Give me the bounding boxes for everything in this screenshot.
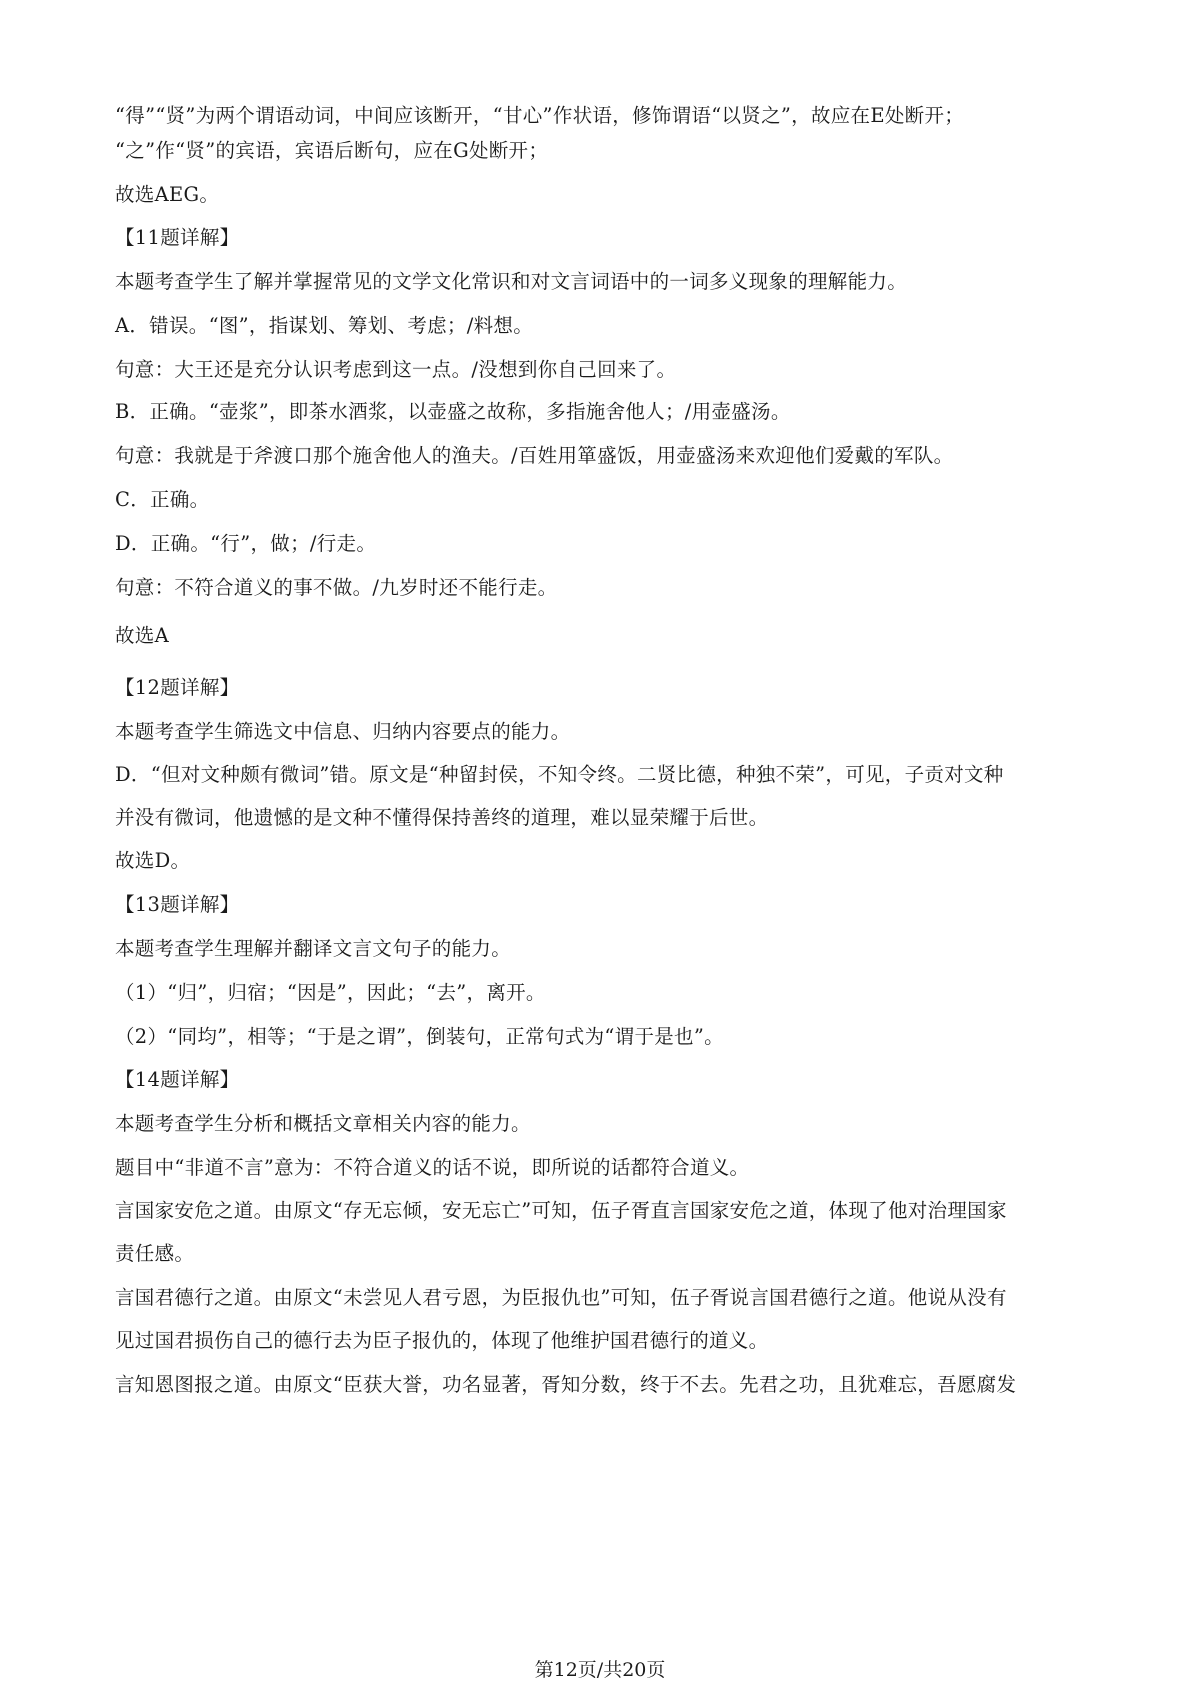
text-line: 故选AEG。 (115, 183, 220, 206)
text-line: 故选D。 (115, 849, 191, 872)
text-line: 言知恩图报之道。由原文“臣获大誉，功名显著，胥知分数，终于不去。先君之功，且犹难忘，吾愿腐发 (115, 1373, 1017, 1396)
text-line: 故选A (115, 624, 169, 647)
text-line: B．正确。“壶浆”，即茶水酒浆，以壶盛之故称，多指施舍他人；/用壶盛汤。 (115, 400, 791, 423)
text-line: 题目中“非道不言”意为：不符合道义的话不说，即所说的话都符合道义。 (115, 1156, 750, 1179)
text-line: 句意：大王还是充分认识考虑到这一点。/没想到你自己回来了。 (115, 358, 677, 381)
text-line: 言国家安危之道。由原文“存无忘倾，安无忘亡”可知，伍子胥直言国家安危之道，体现了他对治理国家 (115, 1199, 1007, 1222)
text-line: A．错误。“图”，指谋划、筹划、考虑；/料想。 (115, 314, 533, 337)
text-line: D．正确。“行”，做；/行走。 (115, 532, 377, 555)
text-line: 见过国君损伤自己的德行去为臣子报仇的，体现了他维护国君德行的道义。 (115, 1329, 769, 1352)
section-heading: 【12题详解】 (115, 676, 240, 699)
text-line: 本题考查学生了解并掌握常见的文学文化常识和对文言词语中的一词多义现象的理解能力。 (115, 270, 908, 293)
section-heading: 【11题详解】 (115, 226, 240, 249)
text-line: 并没有微词，他遗憾的是文种不懂得保持善终的道理，难以显荣耀于后世。 (115, 806, 769, 829)
page-number-footer: 第12页/共20页 (534, 1659, 666, 1681)
text-line: C．正确。 (115, 488, 210, 511)
section-heading: 【14题详解】 (115, 1068, 240, 1091)
text-line: “得”“贤”为两个谓语动词，中间应该断开，“甘心”作状语，修饰谓语“以贤之”，故应在E处断开； (115, 104, 965, 127)
text-line: 本题考查学生分析和概括文章相关内容的能力。 (115, 1112, 531, 1135)
text-line: 句意：我就是于斧渡口那个施舍他人的渔夫。/百姓用箪盛饭，用壶盛汤来欢迎他们爱戴的军队。 (115, 444, 954, 467)
section-heading: 【13题详解】 (115, 893, 240, 916)
text-line: （1）“归”，归宿；“因是”，因此；“去”，离开。 (115, 981, 546, 1004)
text-line: 本题考查学生理解并翻译文言文句子的能力。 (115, 937, 512, 960)
text-line: D．“但对文种颇有微词”错。原文是“种留封侯，不知令终。二贤比德，种独不荣”，可见，子贡对文种 (115, 763, 1004, 786)
text-line: 责任感。 (115, 1242, 195, 1265)
text-line: 本题考查学生筛选文中信息、归纳内容要点的能力。 (115, 720, 571, 743)
text-line: 句意：不符合道义的事不做。/九岁时还不能行走。 (115, 576, 558, 599)
text-line: 言国君德行之道。由原文“未尝见人君亏恩，为臣报仇也”可知，伍子胥说言国君德行之道。他说从没有 (115, 1286, 1007, 1309)
text-line: （2）“同均”，相等；“于是之谓”，倒装句，正常句式为“谓于是也”。 (115, 1025, 724, 1048)
text-line: “之”作“贤”的宾语，宾语后断句，应在G处断开； (115, 139, 549, 162)
